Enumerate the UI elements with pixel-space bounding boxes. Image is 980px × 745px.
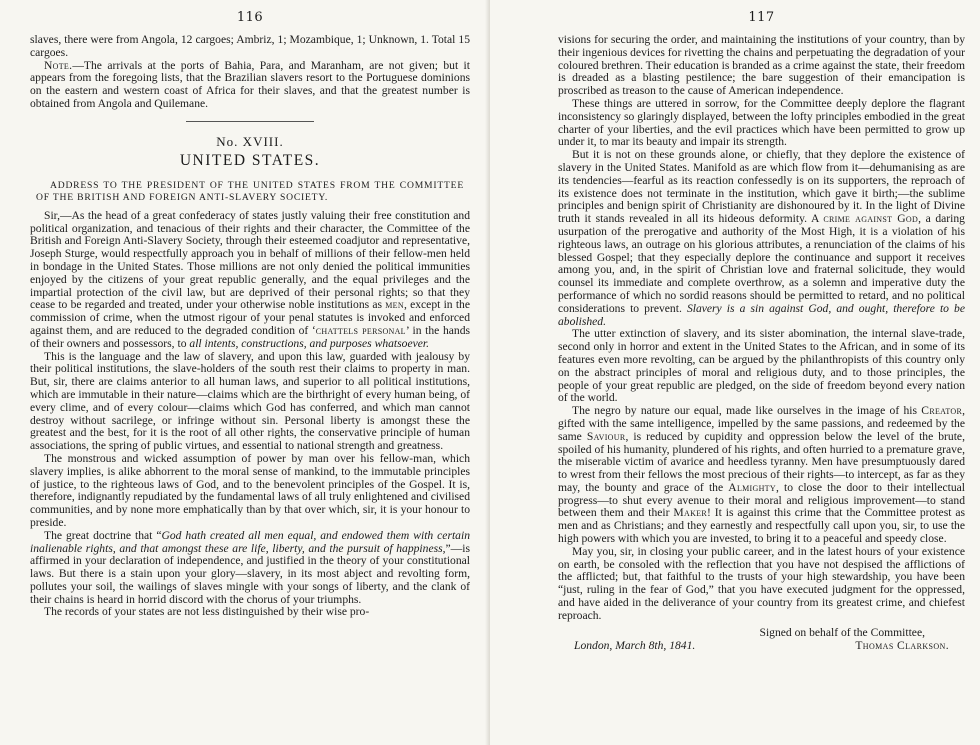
section-title: UNITED STATES. (179, 151, 321, 169)
r-p5-saviour: Saviour (586, 429, 626, 443)
right-paragraph-5 (558, 405, 965, 546)
p4-text-b: ”—is affirmed in your declaration of independence, and justified in the theory of your constitutional laws. But there is a stain upon your glory—slavery, in its most abject and revolting form, pollutes your soil, the wailings of slaves mingle with your songs of liberty, and the clank of their chains is heard in horrid discord with the chorus of your triumphs. (30, 541, 470, 606)
p1-text-c: ’ in the hands of their owners and possessors, to (30, 323, 470, 350)
right-paragraph-1: visions for securing the order, and maintaining the institutions of your country, than by their ingenious devices for rivetting the chains and perpetuating the degradation of your coloured brethren. Their education is branded as a crime against the state, their freedom is dreaded as a blasting pestilence; the bare suggestion of their emancipation is proscribed as treason to the cause of American independence. (558, 33, 966, 98)
p1-men: men (385, 298, 404, 312)
signatory-name: Thomas Clarkson. (855, 639, 949, 653)
r-p3-text-a: But it is not on these grounds alone, or chiefly, that they deplore the existence of slavery in the United States. Manifold as are which flow from it—dehumanising as are its tendencies—fearful as its reaction confessedly is on its supporters, the reproach of its existence does not terminate in the institution, which gave it birth;—the sublime principles and benign spirit of Christianity are dishonoured by it. In the light of Divine truth it stands revealed in all its hideous deformity. A (558, 148, 965, 226)
left-paragraph-1 (30, 210, 470, 351)
right-paragraph-3 (558, 149, 965, 328)
p1-chattels: chattels personal (315, 323, 406, 337)
signed-line: Signed on behalf of the Committee, (759, 625, 925, 639)
r-p5-text-b: , gifted with the same intelligence, impelled by the same passions, and redeemed by the same (558, 404, 965, 443)
cargo-list-text: slaves, there were from Angola, 12 cargoes; Ambriz, 1; Mozambique, 1; Unknown, 1. Total 15 cargoes. (30, 33, 470, 59)
r-p5-text-e: ! It is against this crime that the Committee protest as men and as Christians; and they earnestly and respectfully call upon you, sir, to use the high powers with which you are invested, to bring it to a peaceful and speedy close. (558, 506, 965, 546)
r-p5-text-d: , to close the door to their intellectual progress—to shut every avenue to their moral and religious improvement—to stand between them and their (558, 480, 965, 520)
p1-italic: all intents, constructions, and purposes whatsoever. (189, 336, 430, 350)
p4-text-a: The great doctrine that “ (44, 528, 162, 542)
note-label: Note. (44, 58, 73, 72)
right-page (490, 0, 980, 745)
r-p5-text-a: The negro by nature our equal, made like ourselves in the image of his (572, 404, 922, 418)
right-paragraph-4: The utter extinction of slavery, and its sister abomination, the internal slave-trade, second only in horror and extent in the United States to the African, and in some of its features even more revolting, can be argued by the philanthropists of this country only on the abstract principles of moral and religious duty, and to those principles, the people of your great republic are pledged, on the side of freedom beyond every nation of the world. (558, 327, 965, 405)
r-p5-maker: Maker (673, 506, 708, 520)
r-p5-almighty: Almighty (728, 480, 776, 494)
p1-text-b: , except in the commission of crime, when the utmost rigour of your penal statutes is invoked and enforced against them, and are reduced to the degraded condition of ‘ (30, 298, 470, 337)
letter-date: London, March 8th, 1841. (574, 639, 696, 653)
r-p3-crime: crime against God (823, 212, 919, 226)
section-divider (186, 121, 314, 122)
section-number: No. XVIII. (216, 133, 284, 149)
p4-italic: God hath created all men equal, and endowed them with certain inalienable rights, and that amongst these are life, liberty, and the pursuit of happiness, (30, 528, 470, 555)
left-paragraph-2: This is the language and the law of slavery, and upon this law, guarded with jealousy by their political institutions, the slave-holders of the south rest their claims to property in man. But, sir, there are claims anterior to all human laws, and superior to all political institutions, which are immutable in their nature—claims which are the birthright of every human being, of every clime, and of every colour—claims which God has conferred, and which man cannot destroy without sacrilege, or infringe without sin. Personal liberty is amongst these the greatest and the best, for it is the root of all other rights, the conservative principle of human associations, the spring of public virtues, and essential to national strength and greatness. (30, 349, 470, 453)
r-p3-italic: Slavery is a sin against God, and ought, therefore to be abolished. (558, 301, 965, 328)
address-heading: ADDRESS TO THE PRESIDENT OF THE UNITED STATES FROM THE COMMITTEE OF THE BRITISH AND FOREIGN ANTI-SLAVERY SOCIETY. (36, 179, 464, 203)
right-paragraph-2: These things are uttered in sorrow, for the Committee deeply deplore the flagrant inconsistency so glaringly displayed, between the lofty principles embodied in the great charter of your liberties, and the evil practices which have been permitted to grow up under it, to mar its beauty and impair its strength. (558, 96, 965, 149)
note-text: —The arrivals at the ports of Bahia, Para, and Maranham, are not given; but it appears from the foregoing lists, that the Brazilian slavers resort to the Portuguese dominions on the eastern and western coast of Africa for their slaves, and that the greatest number is obtained from Angola and Quilemane. (30, 58, 470, 110)
r-p3-text-b: , a daring usurpation of the prerogative and authority of the Most High, it is a violation of his righteous laws, an outrage on his glorious attributes, a renunciation of the claims of his blessed Gospel; that they especially deplore the continuance and support it receives among you, and, in the spirit of Christian love and fraternal solicitude, they would counsel its immediate and complete overthrow, as a solemn and imperative duty the performance of which no sordid reasons should be permitted to retard, and no political considerations to prevent. (558, 212, 965, 315)
note-paragraph (30, 60, 470, 111)
dateline (558, 639, 965, 653)
page-number-left: 116 (236, 10, 264, 25)
left-paragraph-5: The records of your states are not less distinguished by their wise pro- (44, 605, 370, 619)
r-p5-text-c: , is reduced by cupidity and oppression below the level of the brute, spoiled of his humanity, plundered of his rights, and often hurried to a premature grave, the miserable victim of avarice and heedless tyranny. Men have presumptuously dared to wrest from their fellows the most precious of their rights—to intercept, as far as they may, the bounty and grace of the (558, 429, 965, 494)
left-paragraph-4 (30, 530, 470, 607)
r-p5-creator: Creator (921, 404, 963, 418)
left-paragraph-3: The monstrous and wicked assumption of power by man over his fellow-man, which slavery implies, is alike abhorrent to the moral sense of mankind, to the immutable principles of justice, to the righteous laws of God, and to the benevolent principles of the Gospel. It is, therefore, indignantly repudiated by the fundamental laws of all truly enlightened and civilised communities, and by none more emphatically than by that over which, sir, it is your honour to preside. (30, 451, 470, 529)
page-number-right: 117 (748, 10, 775, 25)
right-paragraph-6: May you, sir, in closing your public career, and in the latest hours of your existence on earth, be consoled with the reflection that you have not despised the afflictions of the afflicted; but, that faithful to the trusts of your high stewardship, you have been “just, ruling in the fear of God,” that you have executed judgment for the oppressed, and have aided in the deliverance of your country from its greatest crime, and chiefest reproach. (558, 544, 965, 622)
p1-text-a: Sir,—As the head of a great confederacy of states justly valuing their free constitution and political organization, and tenacious of their rights and their character, the Committee of the British and Foreign Anti-Slavery Society, through their esteemed coadjutor and representative, Joseph Sturge, would respectfully approach you in behalf of millions of their fellow-men held in bondage in the United States. Those millions are not only denied the political immunities enjoyed by the citizens of your great republic generally, and the equal privileges and the impartial protection of the civil law, but are deprived of their personal rights; so that they cease to be regarded and treated, under your otherwise noble institutions as (30, 208, 470, 312)
